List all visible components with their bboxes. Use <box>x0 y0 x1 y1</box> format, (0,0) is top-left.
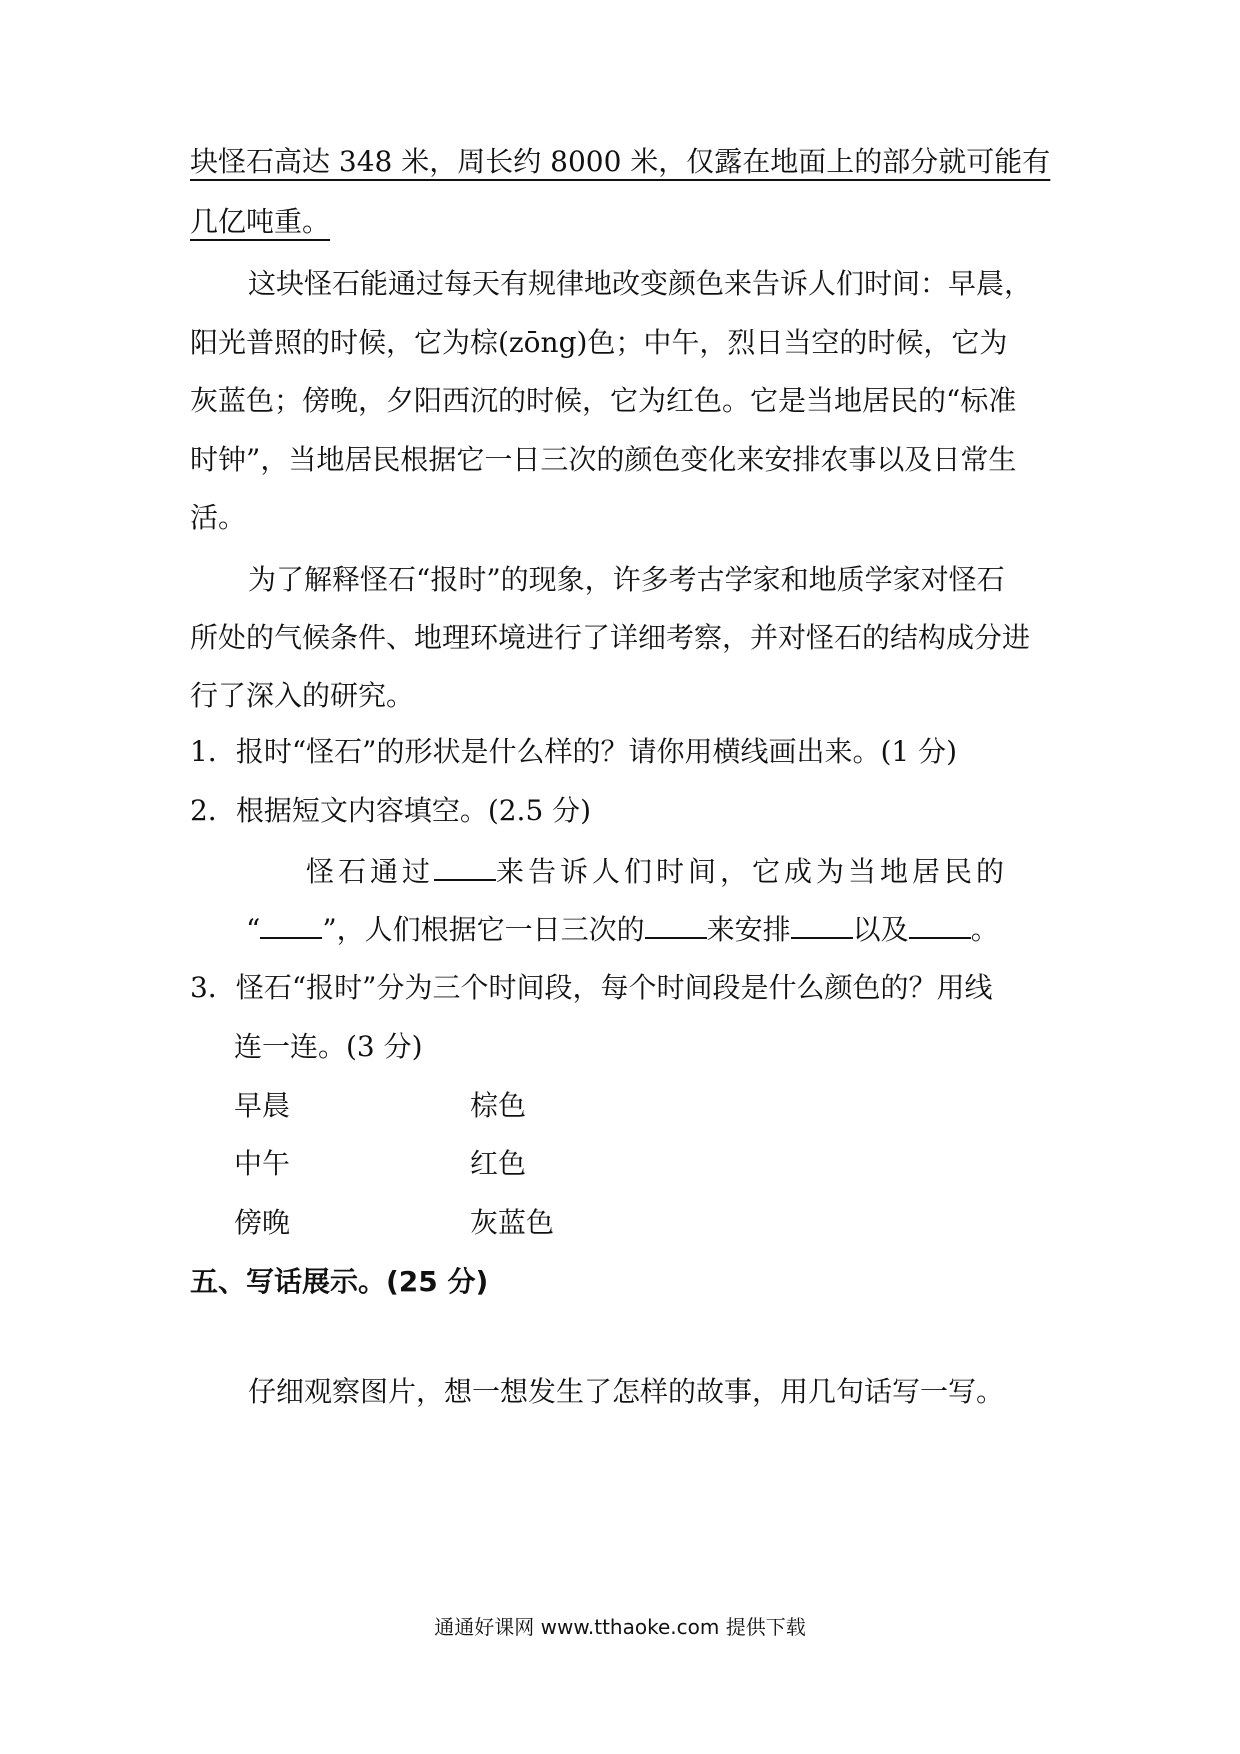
fill-text: ”，人们根据它一日三次的 <box>322 913 645 946</box>
question-2: 2．根据短文内容填空。(2.5 分) <box>190 794 592 827</box>
fill-text: “ <box>246 913 261 946</box>
passage-para2-line-1: 这块怪石能通过每天有规律地改变颜色来告诉人们时间：早晨， <box>248 267 1033 300</box>
passage-para3-line-1: 为了解释怪石“报时”的现象，许多考古学家和地质学家对怪石 <box>248 563 1005 596</box>
passage-para2-line-4: 时钟”，当地居民根据它一日三次的颜色变化来安排农事以及日常生 <box>190 443 1017 476</box>
question-3-line-1: 3．怪石“报时”分为三个时间段，每个时间段是什么颜色的？用线 <box>190 971 993 1004</box>
passage-underlined-line-2: 几亿吨重。 <box>190 205 331 238</box>
question-2-fill-line-2 <box>246 908 999 952</box>
fill-text: 以及 <box>852 913 909 946</box>
fill-blank[interactable] <box>260 913 322 939</box>
passage-para2-line-5: 活。 <box>190 501 247 534</box>
question-3-line-2: 连一连。(3 分) <box>234 1030 423 1063</box>
match-right-item[interactable]: 红色 <box>470 1147 527 1180</box>
section-5-prompt: 仔细观察图片，想一想发生了怎样的故事，用几句话写一写。 <box>248 1375 1005 1408</box>
match-left-item[interactable]: 早晨 <box>234 1089 291 1122</box>
fill-text: 来安排 <box>706 913 791 946</box>
passage-para3-line-2: 所处的气候条件、地理环境进行了详细考察，并对怪石的结构成分进 <box>190 621 1031 654</box>
match-left-item[interactable]: 中午 <box>234 1147 291 1180</box>
match-right-item[interactable]: 灰蓝色 <box>470 1206 555 1239</box>
fill-blank[interactable] <box>791 913 853 939</box>
fill-blank[interactable] <box>645 913 707 939</box>
passage-para2-line-2: 阳光普照的时候，它为棕(zōng)色；中午，烈日当空的时候，它为 <box>190 326 1008 359</box>
passage-para3-line-3: 行了深入的研究。 <box>190 679 415 712</box>
fill-text: 怪石通过 <box>306 855 435 888</box>
fill-text: 来告诉人们时间，它成为当地居民的 <box>496 855 1009 888</box>
passage-underlined-line-1: 块怪石高达 348 米，周长约 8000 米，仅露在地面上的部分就可能有 <box>190 145 1051 178</box>
fill-text: 。 <box>970 913 999 946</box>
passage-para2-line-3: 灰蓝色；傍晚，夕阳西沉的时候，它为红色。它是当地居民的“标准 <box>190 384 1017 417</box>
match-left-item[interactable]: 傍晚 <box>234 1206 291 1239</box>
question-2-fill-line-1 <box>306 850 1008 894</box>
fill-blank[interactable] <box>434 855 496 881</box>
question-1: 1．报时“怪石”的形状是什么样的？请你用横线画出来。(1 分) <box>190 735 958 768</box>
fill-blank[interactable] <box>909 913 971 939</box>
match-right-item[interactable]: 棕色 <box>470 1089 527 1122</box>
footer-watermark: 通通好课网 www.tthaoke.com 提供下载 <box>434 1615 806 1639</box>
section-5-heading: 五、写话展示。(25 分) <box>190 1265 489 1298</box>
